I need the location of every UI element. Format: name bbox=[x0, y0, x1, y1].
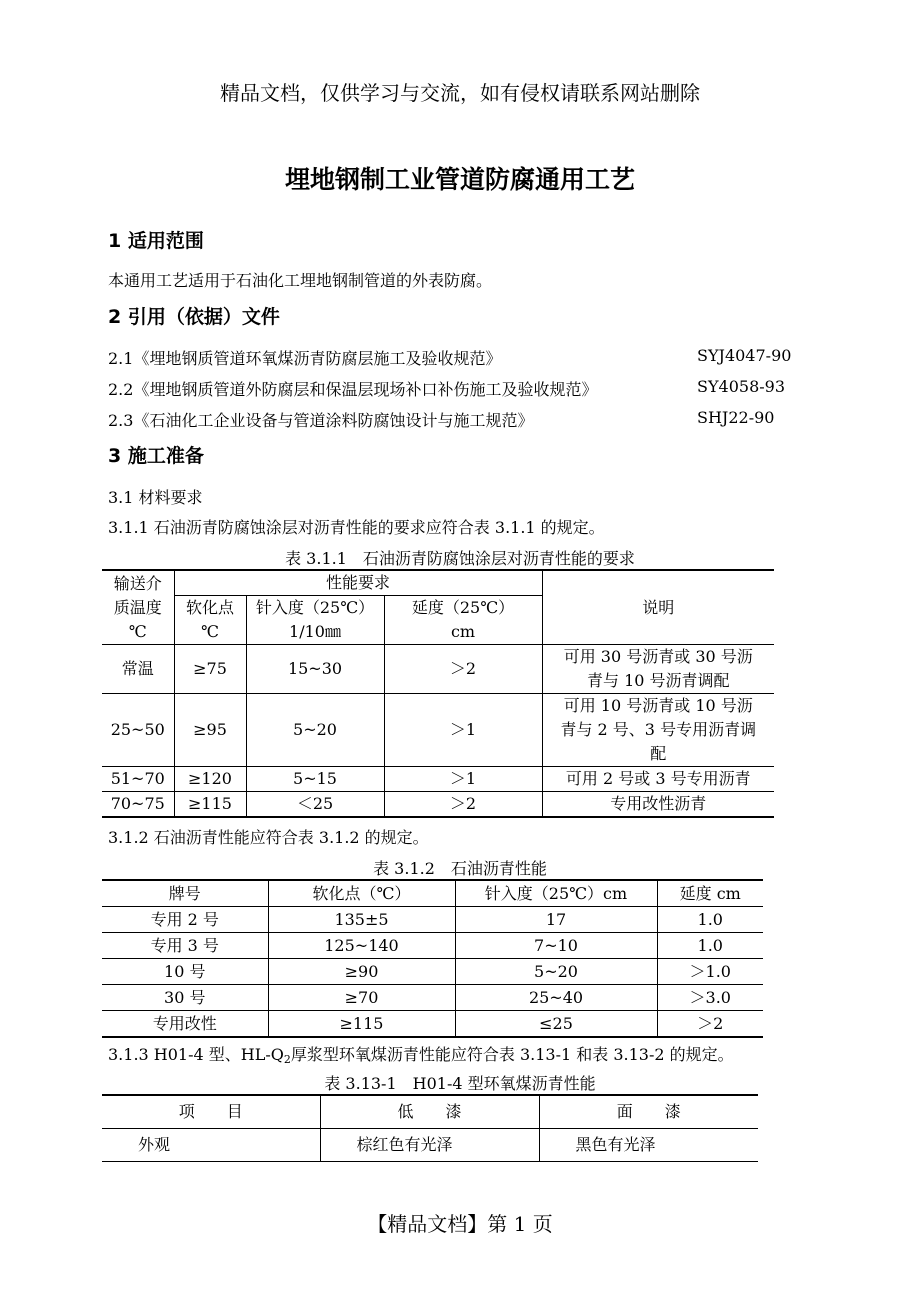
table-cell: ≥75 bbox=[174, 645, 246, 694]
column-header: 项 目 bbox=[102, 1095, 320, 1129]
column-header: 面 漆 bbox=[539, 1095, 758, 1129]
table-cell: 专用改性沥青 bbox=[542, 792, 774, 818]
column-header: 牌号 bbox=[102, 880, 268, 907]
table-cell: 25~50 bbox=[102, 694, 174, 767]
table-cell: 黑色有光泽 bbox=[539, 1129, 758, 1162]
paragraph-3-1: 3.1 材料要求 bbox=[108, 488, 203, 507]
table-cell: ＞1 bbox=[384, 767, 542, 792]
note-line: 青与 10 号沥青调配 bbox=[586, 671, 730, 690]
subscript: 2 bbox=[283, 1053, 291, 1066]
table-cell: 70~75 bbox=[102, 792, 174, 818]
table-cell: 1.0 bbox=[657, 933, 763, 959]
section-1-heading: 1 适用范围 bbox=[108, 230, 204, 252]
table-cell: 17 bbox=[455, 907, 657, 933]
note-line: 可用 10 号沥青或 10 号沥 bbox=[563, 696, 753, 715]
header-penetration bbox=[246, 596, 384, 645]
table-cell: ＞2 bbox=[384, 792, 542, 818]
table-cell: ＞3.0 bbox=[657, 985, 763, 1011]
reference-code: SHJ22-90 bbox=[697, 408, 775, 427]
header-line: 质温度 bbox=[113, 597, 162, 617]
table-cell: 7~10 bbox=[455, 933, 657, 959]
table-cell: 125~140 bbox=[268, 933, 455, 959]
table-cell: 专用改性 bbox=[102, 1011, 268, 1038]
header-performance-group: 性能要求 bbox=[174, 570, 542, 596]
table-cell: ＞1 bbox=[384, 694, 542, 767]
table-row bbox=[102, 792, 774, 818]
table-cell: 常温 bbox=[102, 645, 174, 694]
table-3-1-1-caption: 表 3.1.1 石油沥青防腐蚀涂层对沥青性能的要求 bbox=[285, 549, 635, 568]
paragraph-3-1-3-part-a: 3.1.3 H01-4 型、HL-Q bbox=[108, 1045, 284, 1064]
table-cell: ＜25 bbox=[246, 792, 384, 818]
header-ductility bbox=[384, 596, 542, 645]
table-cell: 5~15 bbox=[246, 767, 384, 792]
reference-item: 2.2《埋地钢质管道外防腐层和保温层现场补口补伤施工及验收规范》 bbox=[108, 380, 598, 399]
table-row bbox=[102, 933, 763, 959]
header-line: 针入度（25℃） bbox=[255, 598, 375, 617]
section-2-heading: 2 引用（依据）文件 bbox=[108, 306, 280, 328]
table-row bbox=[102, 907, 763, 933]
note-line: 可用 30 号沥青或 30 号沥 bbox=[563, 647, 753, 666]
header-line: 软化点 bbox=[185, 598, 234, 617]
table-cell: 5~20 bbox=[455, 959, 657, 985]
table-cell: 135±5 bbox=[268, 907, 455, 933]
table-cell: ≥115 bbox=[174, 792, 246, 818]
table-header-row bbox=[102, 880, 763, 907]
column-header: 低 漆 bbox=[320, 1095, 539, 1129]
table-row bbox=[102, 985, 763, 1011]
table-row bbox=[102, 1129, 758, 1162]
table-row bbox=[102, 645, 774, 694]
table-3-1-2-caption: 表 3.1.2 石油沥青性能 bbox=[373, 859, 547, 878]
reference-item: 2.1《埋地钢质管道环氧煤沥青防腐层施工及验收规范》 bbox=[108, 349, 502, 368]
table-cell: ＞1.0 bbox=[657, 959, 763, 985]
reference-item: 2.3《石油化工企业设备与管道涂料防腐蚀设计与施工规范》 bbox=[108, 411, 534, 430]
table-header-row bbox=[102, 1095, 758, 1129]
table-cell: ≥90 bbox=[268, 959, 455, 985]
table-cell: 可用 2 号或 3 号专用沥青 bbox=[542, 767, 774, 792]
table-row bbox=[102, 767, 774, 792]
table-cell: ≥120 bbox=[174, 767, 246, 792]
paragraph-3-1-3 bbox=[108, 1042, 734, 1066]
reference-code: SY4058-93 bbox=[697, 377, 786, 396]
header-note: 说明 bbox=[542, 570, 774, 645]
table-cell: 30 号 bbox=[102, 985, 268, 1011]
table-cell: 5~20 bbox=[246, 694, 384, 767]
table-cell bbox=[542, 645, 774, 694]
column-header: 软化点（℃） bbox=[268, 880, 455, 907]
table-cell: 专用 3 号 bbox=[102, 933, 268, 959]
document-title: 埋地钢制工业管道防腐通用工艺 bbox=[284, 165, 635, 194]
table-3-1-2 bbox=[102, 879, 763, 1038]
header-medium-temperature bbox=[102, 570, 174, 645]
paragraph-3-1-1: 3.1.1 石油沥青防腐蚀涂层对沥青性能的要求应符合表 3.1.1 的规定。 bbox=[108, 518, 605, 537]
table-cell: ≥70 bbox=[268, 985, 455, 1011]
table-cell: ≥115 bbox=[268, 1011, 455, 1038]
note-line: 青与 2 号、3 号专用沥青调 bbox=[560, 720, 757, 739]
reference-code: SYJ4047-90 bbox=[697, 346, 792, 365]
header-line: 1/10㎜ bbox=[289, 622, 341, 641]
header-softening-point bbox=[174, 596, 246, 645]
paragraph-3-1-2: 3.1.2 石油沥青性能应符合表 3.1.2 的规定。 bbox=[108, 828, 429, 847]
table-cell: ≥95 bbox=[174, 694, 246, 767]
table-cell: 51~70 bbox=[102, 767, 174, 792]
column-header: 针入度（25℃）cm bbox=[455, 880, 657, 907]
table-3-1-1 bbox=[102, 569, 774, 818]
section-1-text: 本通用工艺适用于石油化工埋地钢制管道的外表防腐。 bbox=[108, 271, 493, 290]
table-cell: ≤25 bbox=[455, 1011, 657, 1038]
note-line: 配 bbox=[650, 744, 667, 763]
header-line: cm bbox=[450, 622, 476, 641]
page-header: 精品文档，仅供学习与交流，如有侵权请联系网站删除 bbox=[220, 81, 700, 105]
paragraph-3-1-3-part-b: 厚浆型环氧煤沥青性能应符合表 3.13-1 和表 3.13-2 的规定。 bbox=[290, 1045, 734, 1064]
table-row bbox=[102, 694, 774, 767]
table-3-13-1-caption: 表 3.13-1 H01-4 型环氧煤沥青性能 bbox=[324, 1074, 596, 1093]
table-cell: 10 号 bbox=[102, 959, 268, 985]
header-line: 输送介 bbox=[113, 573, 162, 593]
table-cell bbox=[542, 694, 774, 767]
table-row bbox=[102, 959, 763, 985]
header-line: ℃ bbox=[201, 622, 219, 641]
table-row bbox=[102, 1011, 763, 1038]
header-line: ℃ bbox=[128, 621, 147, 641]
page-footer: 【精品文档】第 1 页 bbox=[367, 1212, 553, 1236]
table-3-13-1 bbox=[102, 1094, 758, 1162]
table-cell: ＞2 bbox=[657, 1011, 763, 1038]
table-cell: 外观 bbox=[138, 1135, 171, 1154]
table-cell: 专用 2 号 bbox=[102, 907, 268, 933]
section-3-heading: 3 施工准备 bbox=[108, 445, 204, 467]
column-header: 延度 cm bbox=[657, 880, 763, 907]
table-cell: 棕红色有光泽 bbox=[320, 1129, 539, 1162]
table-cell: 1.0 bbox=[657, 907, 763, 933]
table-cell: ＞2 bbox=[384, 645, 542, 694]
header-line: 延度（25℃） bbox=[411, 598, 515, 617]
table-cell: 15~30 bbox=[246, 645, 384, 694]
table-cell: 25~40 bbox=[455, 985, 657, 1011]
